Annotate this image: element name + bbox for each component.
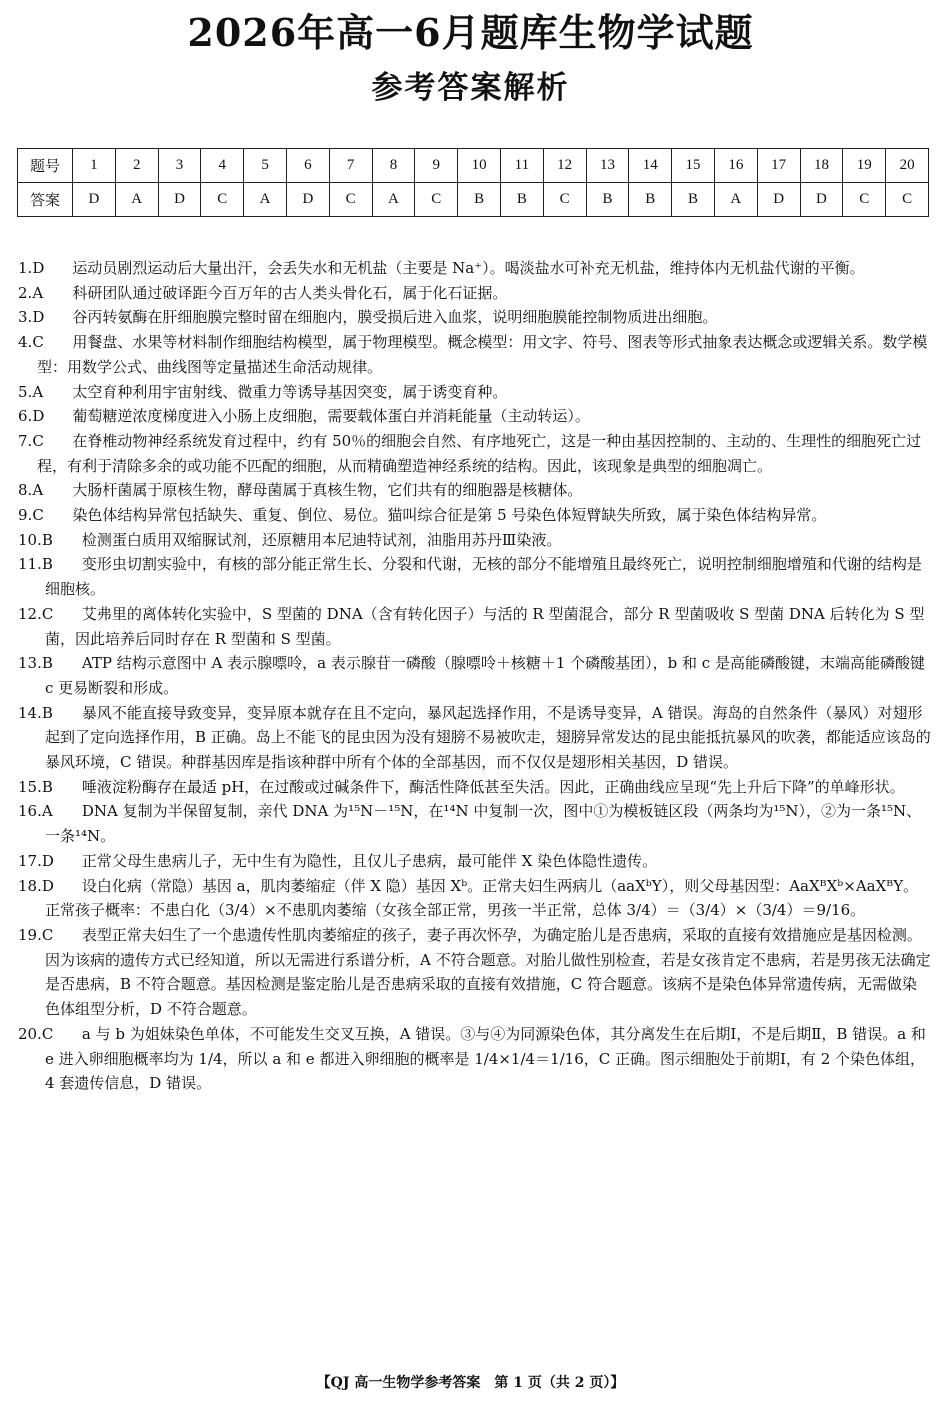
explanation-text: 变形虫切割实验中，有核的部分能正常生长、分裂和代谢，无核的部分不能增殖且最终死亡，说明控制细胞增殖和代谢的结构是细胞核。	[45, 555, 922, 599]
explanation-answer: A	[32, 283, 44, 302]
question-number-cell: 16	[714, 149, 757, 183]
explanation-answer: C	[32, 333, 44, 352]
explanation-item	[18, 651, 932, 700]
answer-cell: C	[201, 183, 244, 217]
question-number-cell: 9	[415, 149, 458, 183]
explanation-text: 表型正常夫妇生了一个患遗传性肌肉萎缩症的孩子，妻子再次怀孕，为确定胎儿是否患病，采取的直接有效措施应是基因检测。因为该病的遗传方式已经知道，所以无需进行系谱分析，A 不符合题意。对胎儿做性别检查，若是女孩肯定不患病，若是男孩无法确定是否患病，B 不符合题意。基因检测是鉴定胎儿是否患病采取的直接有效措施，C 符合题意。该病不是染色体异常遗传病，无需做染色体组型分析，D 不符合题意。	[45, 925, 931, 1019]
answer-cell: D	[73, 183, 116, 217]
explanation-text: ATP 结构示意图中 A 表示腺嘌呤，a 表示腺苷一磷酸（腺嘌呤＋核糖＋1 个磷酸基团），b 和 c 是高能磷酸键，末端高能磷酸键 c 更易断裂和形成。	[45, 654, 925, 697]
explanation-answer: D	[32, 259, 45, 277]
page-subtitle: 参考答案解析	[371, 70, 570, 106]
explanation-text: 正常父母生患病儿子，无中生有为隐性，且仅儿子患病，最可能伴 X 染色体隐性遗传。	[81, 851, 658, 870]
question-number-cell: 12	[543, 149, 586, 183]
explanation-number: 3.	[18, 308, 33, 327]
answer-cell: D	[286, 183, 329, 217]
explanation-number: 7.	[18, 431, 33, 450]
explanation-number: 14.	[18, 703, 42, 722]
explanation-number: 13.	[18, 654, 42, 673]
answer-table-number-row	[18, 149, 929, 183]
question-number-cell: 14	[629, 149, 672, 183]
row-label-number: 题号	[18, 149, 73, 183]
answer-cell: A	[244, 183, 287, 217]
explanation-text: 谷丙转氨酶在肝细胞膜完整时留在细胞内，膜受损后进入血浆，说明细胞膜能控制物质进出细胞。	[72, 308, 718, 327]
explanation-text: 设白化病（常隐）基因 a，肌肉萎缩症（伴 X 隐）基因 Xᵇ。正常夫妇生两病儿（aaXᵇY），则父母基因型：AaXᴮXᵇ×AaXᴮY。正常孩子概率：不患白化（3/4）×不患肌肉萎缩（女孩全部正常，男孩一半正常，总体 3/4）＝（3/4）×（3/4）＝9/16。	[45, 876, 919, 920]
explanation-text: 暴风不能直接导致变异，变异原本就存在且不定向，暴风起选择作用，不是诱导变异，A 错误。海岛的自然条件（暴风）对翅形起到了定向选择作用，B 正确。岛上不能飞的昆虫因为没有翅膀不易被吹走，翅膀异常发达的昆虫能抵抗暴风的吹袭，都能适应该岛的暴风环境，C 错误。种群基因库是指该种群中所有个体的全部基因，而不仅仅是翅形相关基因，D 错误。	[45, 703, 931, 772]
question-number-cell: 10	[458, 149, 501, 183]
question-number-cell: 8	[372, 149, 415, 183]
explanation-item	[18, 701, 932, 775]
explanation-number: 4.	[18, 333, 33, 352]
explanation-answer: B	[41, 530, 53, 549]
question-number-cell: 15	[672, 149, 715, 183]
explanation-number: 19.	[18, 925, 42, 944]
explanation-number: 10.	[18, 530, 42, 549]
explanation-answer: B	[41, 555, 53, 574]
explanation-number: 17.	[18, 851, 42, 870]
explanation-text: 艾弗里的离体转化实验中，S 型菌的 DNA（含有转化因子）与活的 R 型菌混合，部分 R 型菌吸收 S 型菌 DNA 后转化为 S 型菌，因此培养后同时存在 R 型菌和 S 型菌。	[45, 604, 925, 648]
answer-cell: C	[329, 183, 372, 217]
explanation-answer: B	[41, 654, 53, 673]
question-number-cell: 20	[886, 149, 929, 183]
answer-cell: A	[372, 183, 415, 217]
explanation-item	[18, 503, 932, 528]
explanation-item	[18, 775, 932, 800]
answer-cell: A	[115, 183, 158, 217]
question-number-cell: 4	[201, 149, 244, 183]
explanation-item	[18, 305, 932, 330]
explanation-item	[18, 799, 932, 848]
answer-cell: D	[158, 183, 201, 217]
explanation-text: 运动员剧烈运动后大量出汗，会丢失水和无机盐（主要是 Na⁺）。喝淡盐水可补充无机盐，维持体内无机盐代谢的平衡。	[72, 259, 865, 277]
explanation-number: 11.	[18, 555, 42, 574]
explanation-answer: B	[41, 777, 53, 796]
question-number-cell: 5	[244, 149, 287, 183]
question-number-cell: 1	[73, 149, 116, 183]
answer-cell: B	[629, 183, 672, 217]
explanation-answer: D	[32, 407, 45, 426]
answer-cell: D	[800, 183, 843, 217]
question-number-cell: 17	[757, 149, 800, 183]
question-number-cell: 18	[800, 149, 843, 183]
answer-cell: D	[757, 183, 800, 217]
explanation-number: 15.	[18, 777, 42, 796]
explanation-item	[18, 923, 932, 1022]
explanation-item	[18, 528, 932, 553]
page-footer: 【QJ 高一生物学参考答案 第 1 页（共 2 页）】	[316, 1375, 625, 1391]
answer-table-answer-row	[18, 183, 929, 217]
explanation-answer: C	[41, 925, 54, 944]
explanation-text: 染色体结构异常包括缺失、重复、倒位、易位。猫叫综合征是第 5 号染色体短臂缺失所致，属于染色体结构异常。	[72, 506, 827, 525]
explanation-text: 用餐盘、水果等材料制作细胞结构模型，属于物理模型。概念模型：用文字、符号、图表等形式抽象表达概念或逻辑关系。数学模型：用数学公式、曲线图等定量描述生命活动规律。	[37, 333, 928, 376]
question-number-cell: 6	[286, 149, 329, 183]
explanation-text: 大肠杆菌属于原核生物，酵母菌属于真核生物，它们共有的细胞器是核糖体。	[72, 481, 583, 500]
answer-cell: B	[672, 183, 715, 217]
explanation-text: 科研团队通过破译距今百万年的古人类头骨化石，属于化石证据。	[72, 283, 508, 302]
explanation-answer: C	[41, 604, 54, 623]
explanation-item	[18, 1022, 932, 1096]
explanation-item	[18, 874, 932, 923]
explanation-item	[18, 478, 932, 503]
answer-cell: B	[500, 183, 543, 217]
explanation-text: DNA 复制为半保留复制，亲代 DNA 为¹⁵N－¹⁵N，在¹⁴N 中复制一次，图中①为模板链区段（两条均为¹⁵N），②为一条¹⁵N、一条¹⁴N。	[45, 802, 922, 846]
explanation-text: 太空育种利用宇宙射线、微重力等诱导基因突变，属于诱变育种。	[72, 382, 508, 401]
question-number-cell: 19	[843, 149, 886, 183]
explanation-number: 6.	[18, 407, 33, 426]
answer-cell: C	[843, 183, 886, 217]
row-label-answer: 答案	[18, 183, 73, 217]
question-number-cell: 2	[115, 149, 158, 183]
explanation-number: 18.	[18, 876, 42, 895]
explanation-text: 检测蛋白质用双缩脲试剂，还原糖用本尼迪特试剂，油脂用苏丹Ⅲ染液。	[81, 530, 562, 549]
question-number-cell: 11	[500, 149, 543, 183]
explanation-text: a 与 b 为姐妹染色单体，不可能发生交叉互换，A 错误。③与④为同源染色体，其分离发生在后期Ⅰ，不是后期Ⅱ，B 错误。a 和 e 进入卵细胞概率均为 1/4，所以 a 和 e 都进入卵细胞的概率是 1/4×1/4＝1/16，C 正确。图示细胞处于前期Ⅰ，有 2 个染色体组，4 套遗传信息，D 错误。	[45, 1024, 926, 1093]
answer-cell: B	[458, 183, 501, 217]
explanation-answer: A	[41, 802, 53, 821]
explanation-item	[18, 281, 932, 306]
page-title: 2026年高一6月题库生物学试题	[187, 10, 754, 55]
explanation-answer: D	[41, 851, 54, 870]
explanation-item	[18, 330, 932, 379]
explanation-item	[18, 552, 932, 601]
explanation-answer: C	[32, 431, 44, 450]
explanation-text: 在脊椎动物神经系统发育过程中，约有 50％的细胞会自然、有序地死亡，这是一种由基因控制的、主动的、生理性的细胞死亡过程，有利于清除多余的或功能不匹配的细胞，从而精确塑造神经系统的结构。因此，该现象是典型的细胞凋亡。	[37, 431, 922, 475]
answer-cell: B	[586, 183, 629, 217]
explanation-answer: B	[41, 703, 53, 722]
answer-table	[17, 148, 929, 217]
explanation-text: 唾液淀粉酶存在最适 pH，在过酸或过碱条件下，酶活性降低甚至失活。因此，正确曲线应呈现“先上升后下降”的单峰形状。	[81, 777, 905, 796]
answer-cell: A	[714, 183, 757, 217]
answer-cell: C	[543, 183, 586, 217]
explanation-list	[18, 256, 932, 1096]
explanation-number: 20.	[18, 1024, 42, 1043]
explanation-number: 16.	[18, 802, 42, 821]
answer-cell: C	[415, 183, 458, 217]
explanation-item	[18, 849, 932, 874]
explanation-text: 葡萄糖逆浓度梯度进入小肠上皮细胞，需要载体蛋白并消耗能量（主动转运）。	[72, 407, 590, 426]
question-number-cell: 3	[158, 149, 201, 183]
explanation-number: 2.	[18, 283, 33, 302]
explanation-number: 8.	[18, 481, 33, 500]
explanation-item	[18, 404, 932, 429]
explanation-answer: C	[41, 1024, 54, 1043]
explanation-number: 9.	[18, 506, 33, 525]
explanation-answer: A	[32, 481, 44, 500]
explanation-number: 12.	[18, 604, 42, 623]
explanation-item	[18, 429, 932, 478]
explanation-number: 5.	[18, 382, 33, 401]
question-number-cell: 13	[586, 149, 629, 183]
explanation-answer: D	[41, 876, 54, 895]
explanation-item	[18, 602, 932, 651]
explanation-answer: C	[32, 506, 44, 525]
question-number-cell: 7	[329, 149, 372, 183]
explanation-item	[18, 380, 932, 405]
explanation-answer: A	[32, 382, 44, 401]
explanation-number: 1.	[18, 259, 33, 277]
explanation-item	[18, 256, 932, 281]
explanation-answer: D	[32, 308, 45, 327]
answer-cell: C	[886, 183, 929, 217]
